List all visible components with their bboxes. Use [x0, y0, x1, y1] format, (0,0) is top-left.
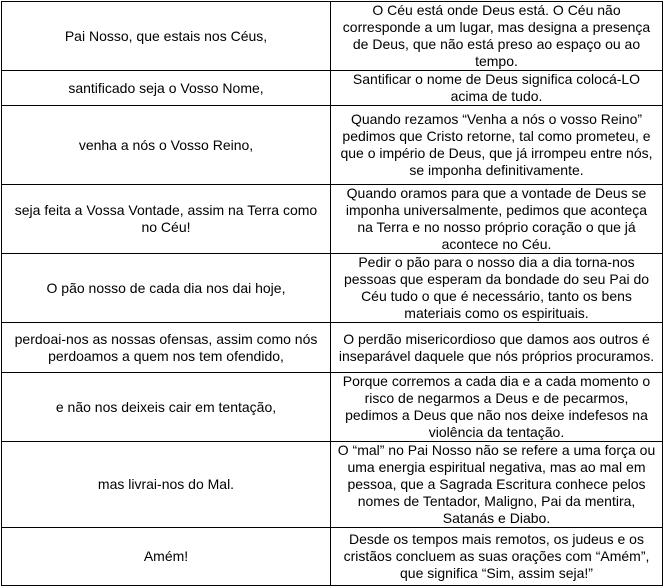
explanation-cell: Porque corremos a cada dia e a cada momento o risco de negarmos a Deus e de pecarmos, pedimos a Deus que não nos deixe indefesos na violência da tentação. — [331, 373, 663, 442]
explanation-cell: Pedir o pão para o nosso dia a dia torna-nos pessoas que esperam da bondade do seu Pai do Céu tudo o que é necessário, tanto os bens materiais como os espirituais. — [331, 254, 663, 323]
prayer-explanation-table — [1, 1, 663, 586]
verse-cell: seja feita a Vossa Vontade, assim na Terra como no Céu! — [2, 185, 331, 254]
verse-cell: e não nos deixeis cair em tentação, — [2, 373, 331, 442]
table-row — [2, 185, 663, 254]
table-row — [2, 2, 663, 71]
table-row — [2, 442, 663, 528]
verse-cell: santificado seja o Vosso Nome, — [2, 71, 331, 106]
verse-cell: Pai Nosso, que estais nos Céus, — [2, 2, 331, 71]
table-row — [2, 106, 663, 185]
explanation-cell: O “mal” no Pai Nosso não se refere a uma força ou uma energia espiritual negativa, mas ao mal em pessoa, que a Sagrada Escritura conhece pelos nomes de Tentador, Maligno, Pai da mentira, Satanás e Diabo. — [331, 442, 663, 528]
table-row — [2, 323, 663, 373]
table-row — [2, 71, 663, 106]
verse-cell: perdoai-nos as nossas ofensas, assim como nós perdoamos a quem nos tem ofendido, — [2, 323, 331, 373]
table-row — [2, 528, 663, 586]
explanation-cell: Desde os tempos mais remotos, os judeus e os cristãos concluem as suas orações com “Amém”, que significa “Sim, assim seja!” — [331, 528, 663, 586]
table-row — [2, 373, 663, 442]
verse-cell: Amém! — [2, 528, 331, 586]
explanation-cell: O perdão misericordioso que damos aos outros é inseparável daquele que nós próprios procuramos. — [331, 323, 663, 373]
table-row — [2, 254, 663, 323]
explanation-cell: Quando oramos para que a vontade de Deus se imponha universalmente, pedimos que aconteça na Terra e no nosso próprio coração o que já acontece no Céu. — [331, 185, 663, 254]
explanation-cell: Santificar o nome de Deus significa colocá-LO acima de tudo. — [331, 71, 663, 106]
explanation-cell: O Céu está onde Deus está. O Céu não corresponde a um lugar, mas designa a presença de Deus, que não está preso ao espaço ou ao tempo. — [331, 2, 663, 71]
verse-cell: O pão nosso de cada dia nos dai hoje, — [2, 254, 331, 323]
verse-cell: mas livrai-nos do Mal. — [2, 442, 331, 528]
verse-cell: venha a nós o Vosso Reino, — [2, 106, 331, 185]
explanation-cell: Quando rezamos “Venha a nós o vosso Reino” pedimos que Cristo retorne, tal como prometeu, e que o império de Deus, que já irrompeu entre nós, se imponha definitivamente. — [331, 106, 663, 185]
